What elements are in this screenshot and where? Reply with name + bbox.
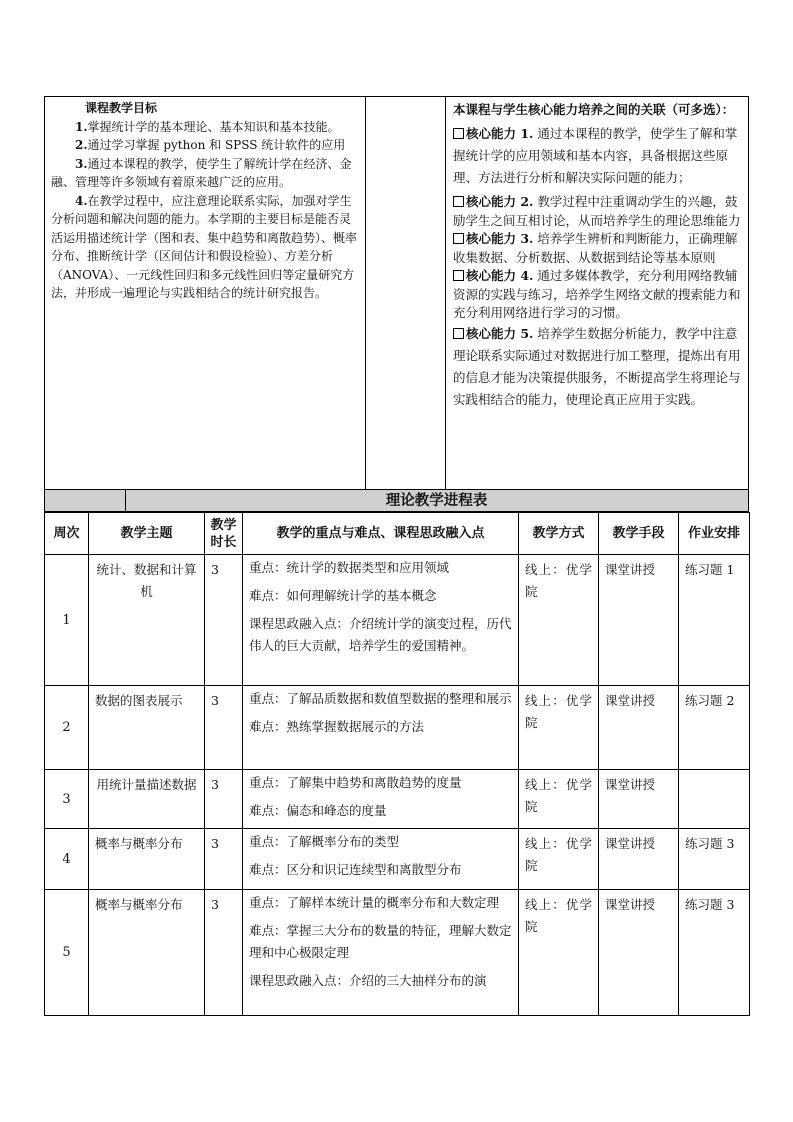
checkbox-icon[interactable]: [453, 233, 464, 244]
objectives-title: 课程教学目标: [85, 101, 158, 115]
schedule-title: 理论教学进程表: [385, 492, 488, 509]
table-row: [45, 829, 750, 890]
cell-week: 2: [45, 686, 89, 770]
cell-points: 重点：了解集中趋势和离散趋势的度量 难点：偏态和峰态的度量: [243, 770, 519, 829]
empty-cell: [366, 97, 446, 489]
schedule-title-band: [44, 490, 749, 512]
cell-mode: 线上：优学院: [519, 829, 599, 890]
objective-item: 4.在教学过程中，应注意理论联系实际，加强对学生分析问题和解决问题的能力。本学期的主要目标是能否灵活运用描述统计学（图和表、集中趋势和离散趋势）、概率分布、推断统计学（区间估计和假设检验）、方差分析（ANOVA）、一元线性回归和多元线性回归等定量研究方法，并形成一遍理论与实践相结合的统计研究报告。: [51, 193, 358, 300]
ability-item: 核心能力 5. 培养学生数据分析能力，教学中注意理论联系实际通过对数据进行加工整理，提炼出有用的信息才能为决策提供服务，不断提高学生将理论与实践相结合的能力，使理论真正应用于实践。: [453, 325, 741, 407]
cell-mode: 线上：优学院: [519, 770, 599, 829]
table-row: [45, 770, 750, 829]
cell-homework: 练习题 2: [679, 686, 750, 770]
ability-item: 核心能力 2. 教学过程中注重调动学生的兴趣，鼓励学生之间互相讨论，从而培养学生的理论思维能力: [453, 194, 741, 228]
cell-topic: 用统计量描述数据: [89, 770, 205, 829]
cell-hours: 3: [205, 890, 243, 1016]
cell-mode: 线上：优学院: [519, 890, 599, 1016]
cell-mode: 线上：优学院: [519, 686, 599, 770]
table-header-row: [45, 513, 750, 555]
cell-hours: 3: [205, 770, 243, 829]
cell-homework: 练习题 1: [679, 555, 750, 686]
cell-means: 课堂讲授: [599, 686, 679, 770]
cell-points: 重点：了解样本统计量的概率分布和大数定理 难点：掌握三大分布的数量的特征，理解大数定理和中心极限定理 课程思政融入点：介绍的三大抽样分布的演: [243, 890, 519, 1016]
checkbox-icon[interactable]: [453, 328, 464, 339]
cell-means: 课堂讲授: [599, 555, 679, 686]
cell-hours: 3: [205, 555, 243, 686]
cell-week: 5: [45, 890, 89, 1016]
objectives-cell: [45, 97, 366, 489]
header-hours: 教学时长: [205, 513, 243, 555]
cell-homework: 练习题 3: [679, 890, 750, 1016]
header-homework: 作业安排: [679, 513, 750, 555]
header-points: 教学的重点与难点、课程思政融入点: [243, 513, 519, 555]
abilities-title: 本课程与学生核心能力培养之间的关联（可多选）：: [453, 102, 735, 117]
cell-mode: 线上：优学院: [519, 555, 599, 686]
cell-homework: [679, 770, 750, 829]
header-mode: 教学方式: [519, 513, 599, 555]
cell-week: 1: [45, 555, 89, 686]
schedule-table: [44, 512, 750, 1016]
ability-item: 核心能力 4. 通过多媒体教学，充分利用网络教辅资源的实践与练习，培养学生网络文献的搜索能力和充分利用网络进行学习的习惯。: [453, 268, 741, 320]
cell-week: 4: [45, 829, 89, 890]
cell-hours: 3: [205, 829, 243, 890]
header-week: 周次: [45, 513, 89, 555]
checkbox-icon[interactable]: [453, 270, 464, 281]
cell-means: 课堂讲授: [599, 890, 679, 1016]
checkbox-icon[interactable]: [453, 196, 464, 207]
objectives-section: [44, 96, 749, 490]
cell-week: 3: [45, 770, 89, 829]
objective-item: 3.通过本课程的教学，使学生了解统计学在经济、金融、管理等许多领域有着原来越广泛的应用。: [51, 156, 352, 189]
cell-points: 重点：了解概率分布的类型 难点：区分和识记连续型和离散型分布: [243, 829, 519, 890]
cell-topic: 概率与概率分布: [89, 829, 205, 890]
cell-topic: 统计、数据和计算机: [89, 555, 205, 686]
cell-hours: 3: [205, 686, 243, 770]
abilities-cell: [446, 97, 748, 489]
objective-item: 2.通过学习掌握 python 和 SPSS 统计软件的应用: [75, 138, 346, 152]
cell-points: 重点：统计学的数据类型和应用领域 难点：如何理解统计学的基本概念 课程思政融入点：介绍统计学的演变过程，历代伟人的巨大贡献，培养学生的爱国精神。: [243, 555, 519, 686]
ability-item: 核心能力 3. 培养学生辨析和判断能力，正确理解收集数据、分析数据、从数据到结论等基本原则: [453, 231, 738, 265]
cell-means: 课堂讲授: [599, 770, 679, 829]
table-row: [45, 555, 750, 686]
objective-item: 1.掌握统计学的基本理论、基本知识和基本技能。: [75, 119, 340, 134]
checkbox-icon[interactable]: [453, 128, 464, 139]
cell-topic: 数据的图表展示: [89, 686, 205, 770]
cell-homework: 练习题 3: [679, 829, 750, 890]
cell-points: 重点：了解品质数据和数值型数据的整理和展示 难点：熟练掌握数据展示的方法: [243, 686, 519, 770]
course-document: [44, 96, 749, 1016]
cell-means: 课堂讲授: [599, 829, 679, 890]
header-topic: 教学主题: [89, 513, 205, 555]
cell-topic: 概率与概率分布: [89, 890, 205, 1016]
table-row: [45, 686, 750, 770]
ability-item: 核心能力 1. 通过本课程的教学，使学生了解和掌握统计学的应用领域和基本内容，具备根据这些原理、方法进行分析和解决实际问题的能力；: [453, 126, 738, 185]
header-means: 教学手段: [599, 513, 679, 555]
table-row: [45, 890, 750, 1016]
